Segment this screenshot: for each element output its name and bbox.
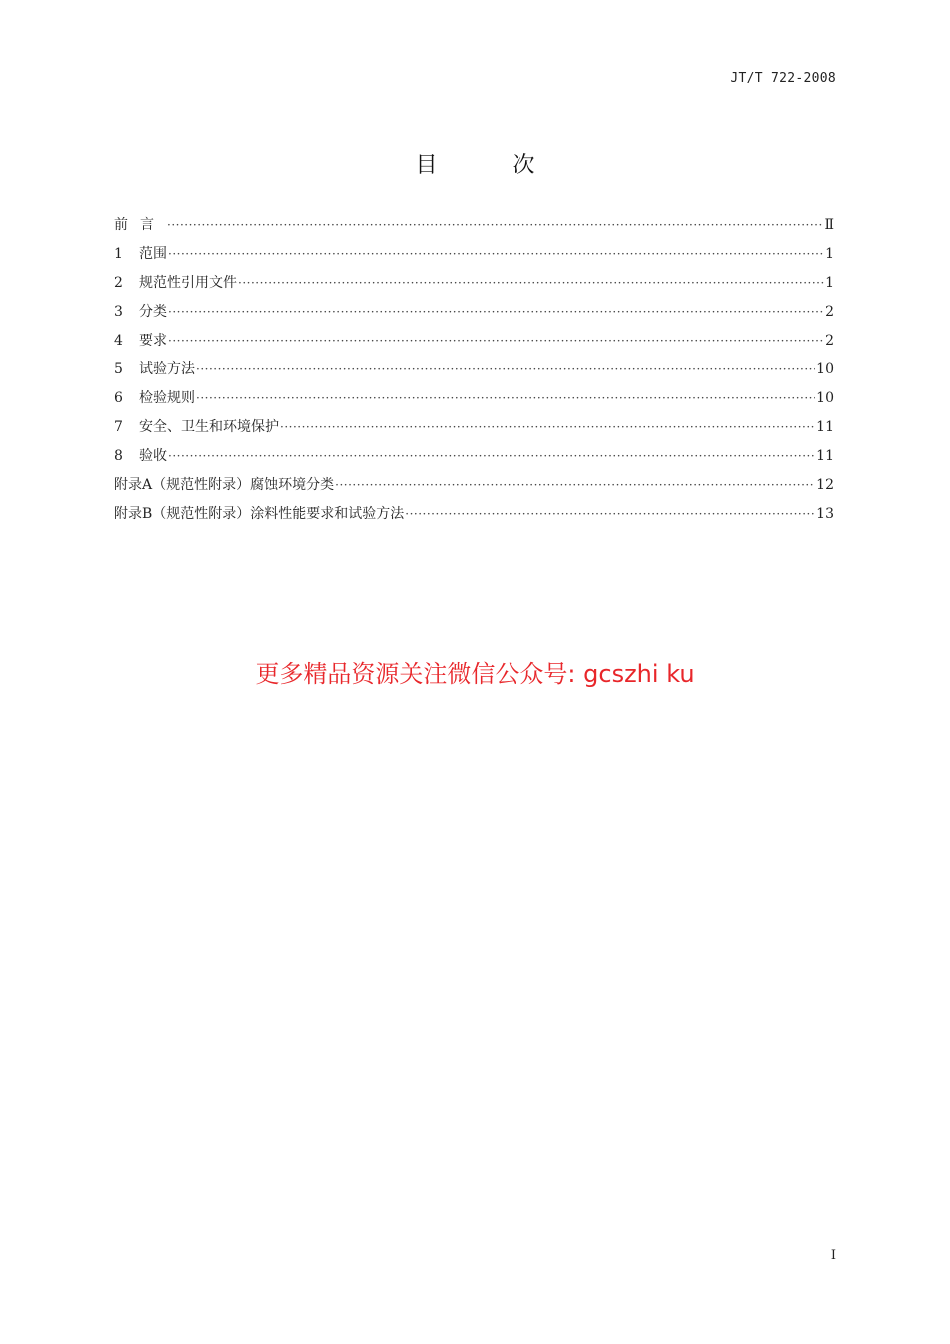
toc-entry-number: 2 [114, 274, 123, 291]
toc-entry-label: 验收 [139, 448, 167, 465]
toc-entry-page: 11 [816, 448, 834, 465]
toc-entry-page: 12 [816, 477, 834, 494]
toc-entry-number: 1 [114, 245, 123, 262]
toc-entry-label: 附录B（规范性附录）涂料性能要求和试验方法 [114, 505, 405, 522]
toc-entry-number: 4 [114, 332, 123, 349]
toc-entry[interactable] [114, 301, 834, 330]
toc-leader-dots [238, 276, 824, 290]
toc-entry-label: 安全、卫生和环境保护 [139, 419, 279, 436]
toc-entry[interactable] [114, 214, 834, 243]
toc-leader-dots [168, 449, 815, 463]
toc-leader-dots [335, 478, 815, 492]
toc-entry-label: 范围 [139, 245, 167, 262]
toc-leader-dots [168, 247, 824, 261]
toc-title: 目 次 [415, 153, 569, 178]
page-number: I [830, 1248, 836, 1263]
toc-leader-dots [168, 305, 824, 319]
promo-banner-text: 更多精品资源关注微信公众号: gcszhi ku [255, 660, 695, 688]
toc-entry-page: 11 [816, 419, 834, 436]
toc-entry[interactable] [114, 445, 834, 474]
toc-entry[interactable] [114, 272, 834, 301]
toc-entry-label: 规范性引用文件 [139, 274, 237, 291]
toc-entry-label: 附录A（规范性附录）腐蚀环境分类 [114, 477, 335, 494]
standard-code: JT/T 722-2008 [730, 71, 836, 86]
toc-leader-dots [167, 218, 823, 232]
toc-entry-page: 2 [825, 332, 834, 349]
toc-leader-dots [196, 362, 815, 376]
toc-entry-page: Ⅱ [824, 217, 834, 233]
toc-entry-page: 10 [816, 361, 834, 378]
toc-entry-page: 1 [825, 274, 834, 291]
toc-leader-dots [405, 507, 815, 521]
toc-leader-dots [168, 334, 824, 348]
toc-entry[interactable] [114, 330, 834, 359]
toc-entry-page: 13 [816, 505, 834, 522]
toc-entry-number: 3 [114, 303, 123, 320]
toc-entry-page: 1 [825, 245, 834, 262]
table-of-contents [114, 214, 834, 532]
toc-entry-page: 2 [825, 303, 834, 320]
toc-entry[interactable] [114, 416, 834, 445]
toc-leader-dots [196, 391, 815, 405]
toc-entry-label: 要求 [139, 332, 167, 349]
toc-entry-page: 10 [816, 390, 834, 407]
toc-leader-dots [280, 420, 815, 434]
toc-entry[interactable] [114, 243, 834, 272]
toc-entry-number: 7 [114, 419, 123, 436]
toc-entry-label: 前言 [114, 217, 166, 233]
toc-entry-number: 8 [114, 448, 123, 465]
toc-entry-label: 分类 [139, 303, 167, 320]
toc-entry[interactable] [114, 387, 834, 416]
toc-entry[interactable] [114, 358, 834, 387]
toc-entry[interactable] [114, 503, 834, 532]
toc-entry-number: 5 [114, 361, 123, 378]
toc-entry[interactable] [114, 474, 834, 503]
toc-entry-label: 试验方法 [139, 361, 195, 378]
toc-entry-label: 检验规则 [139, 390, 195, 407]
toc-entry-number: 6 [114, 390, 123, 407]
